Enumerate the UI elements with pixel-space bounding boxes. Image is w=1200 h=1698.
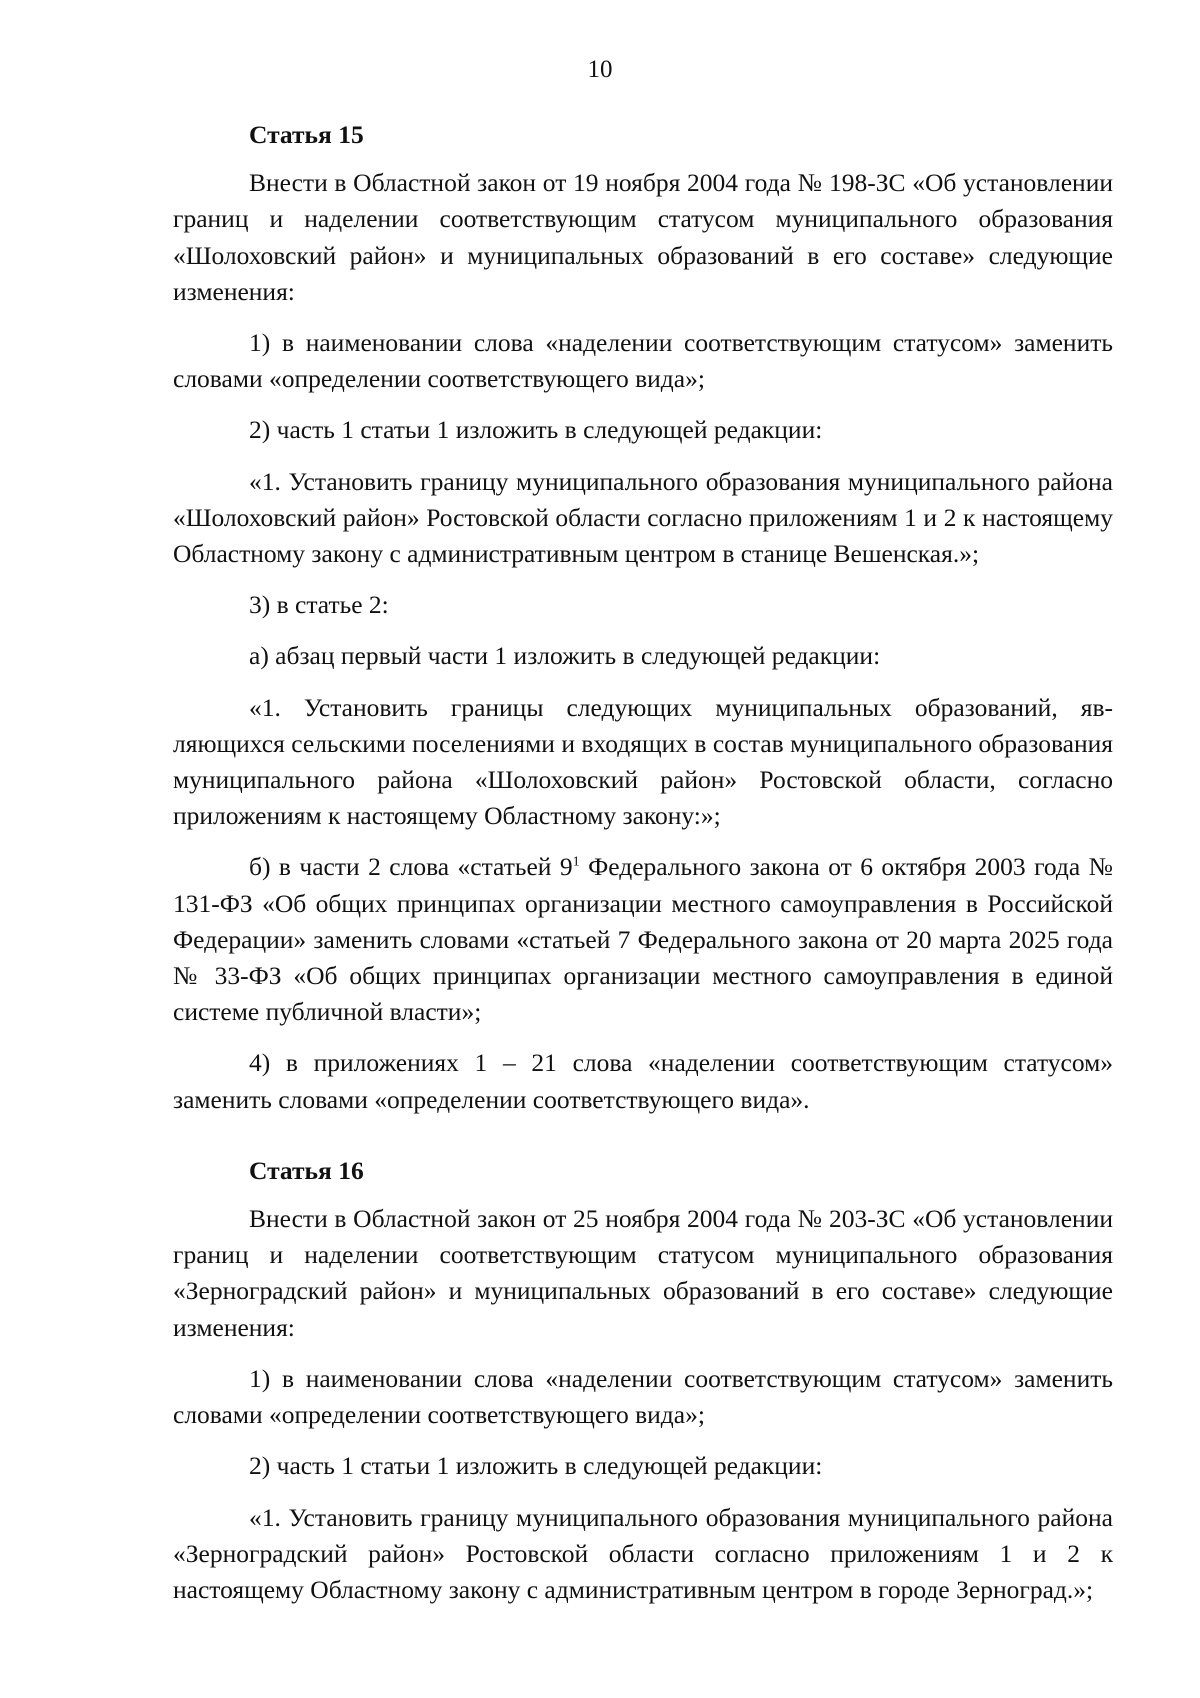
- article-16-paragraph-2: 1) в наименовании слова «наделении соответствующим статусом» заменить словами «определении соответствующего вида»;: [173, 1363, 1113, 1430]
- article-15-paragraph-8-end: Федерального закона от 6 октября 2003 года № 131-ФЗ «Об общих принципах организации местного самоуправления в Российской Федерации» заменить словами «статьей 7 Федерального закона от 20 марта 2025 года № 33-ФЗ «Об общих принципах организации местного самоуправления в единой системе публичной власти»;: [173, 852, 1113, 1027]
- article-15-paragraph-9: 4) в приложениях 1 – 21 слова «наделении соответствующим статусом» заменить словами «определении соответствующего вида».: [173, 1048, 1113, 1114]
- article-15: [173, 117, 1113, 1118]
- article-15-paragraph-3: 2) часть 1 статьи 1 изложить в следующей редакции:: [249, 415, 823, 445]
- article-16-paragraph-4: «1. Установить границу муниципального образования муниципального района «Зерноградский район» Ростовской области согласно приложениям 1 и 2 к настоящему Областному закону с административным центром в городе Зерноград.»;: [173, 1502, 1113, 1604]
- article-15-paragraph-8: [173, 849, 1113, 1030]
- article-16-heading: Статья 16: [249, 1155, 364, 1185]
- article-15-paragraph-7: «1. Установить границы следующих муниципальных образований, являющихся сельскими поселениями и входящих в состав муниципального образования муниципального района «Шолоховский район» Ростовской области, согласно приложениям к настоящему Областному закону:»;: [173, 692, 1113, 831]
- article-15-paragraph-2: 1) в наименовании слова «наделении соответствующим статусом» заменить словами «определении соответствующего вида»;: [173, 328, 1113, 394]
- document-body: [173, 117, 1113, 1623]
- article-spacer: [173, 1133, 1113, 1153]
- article-16-paragraph-1: Внести в Областной закон от 25 ноября 2004 года № 203-ЗС «Об установлении границ и наделении соответствующим статусом муниципального образования «Зерноградский район» и муниципальных образований в его составе» следующие изменения:: [173, 1204, 1113, 1342]
- article-15-paragraph-4: «1. Установить границу муниципального образования муниципального района «Шолоховский район» Ростовской области согласно приложениям 1 и 2 к настоящему Областному закону с административным центром в станице Вешенская.»;: [173, 466, 1113, 569]
- article-15-paragraph-1: Внести в Областной закон от 19 ноября 2004 года № 198-ЗС «Об установлении границ и наделении соответствующим статусом муниципального образования «Шолоховский район» и муниципальных образований в его составе» следующие изменения:: [173, 168, 1113, 306]
- article-15-paragraph-5: 3) в статье 2:: [249, 590, 389, 620]
- page-number: 10: [587, 56, 613, 83]
- article-16-paragraph-3: 2) часть 1 статьи 1 изложить в следующей редакции:: [249, 1451, 823, 1481]
- article-16: [173, 1153, 1113, 1608]
- article-15-heading: Статья 15: [249, 120, 364, 149]
- article-15-paragraph-8-start: б) в части 2 слова «статьей 9: [249, 852, 573, 882]
- article-15-paragraph-6: а) абзац первый части 1 изложить в следующей редакции:: [249, 641, 881, 671]
- superscript-one: 1: [572, 854, 580, 870]
